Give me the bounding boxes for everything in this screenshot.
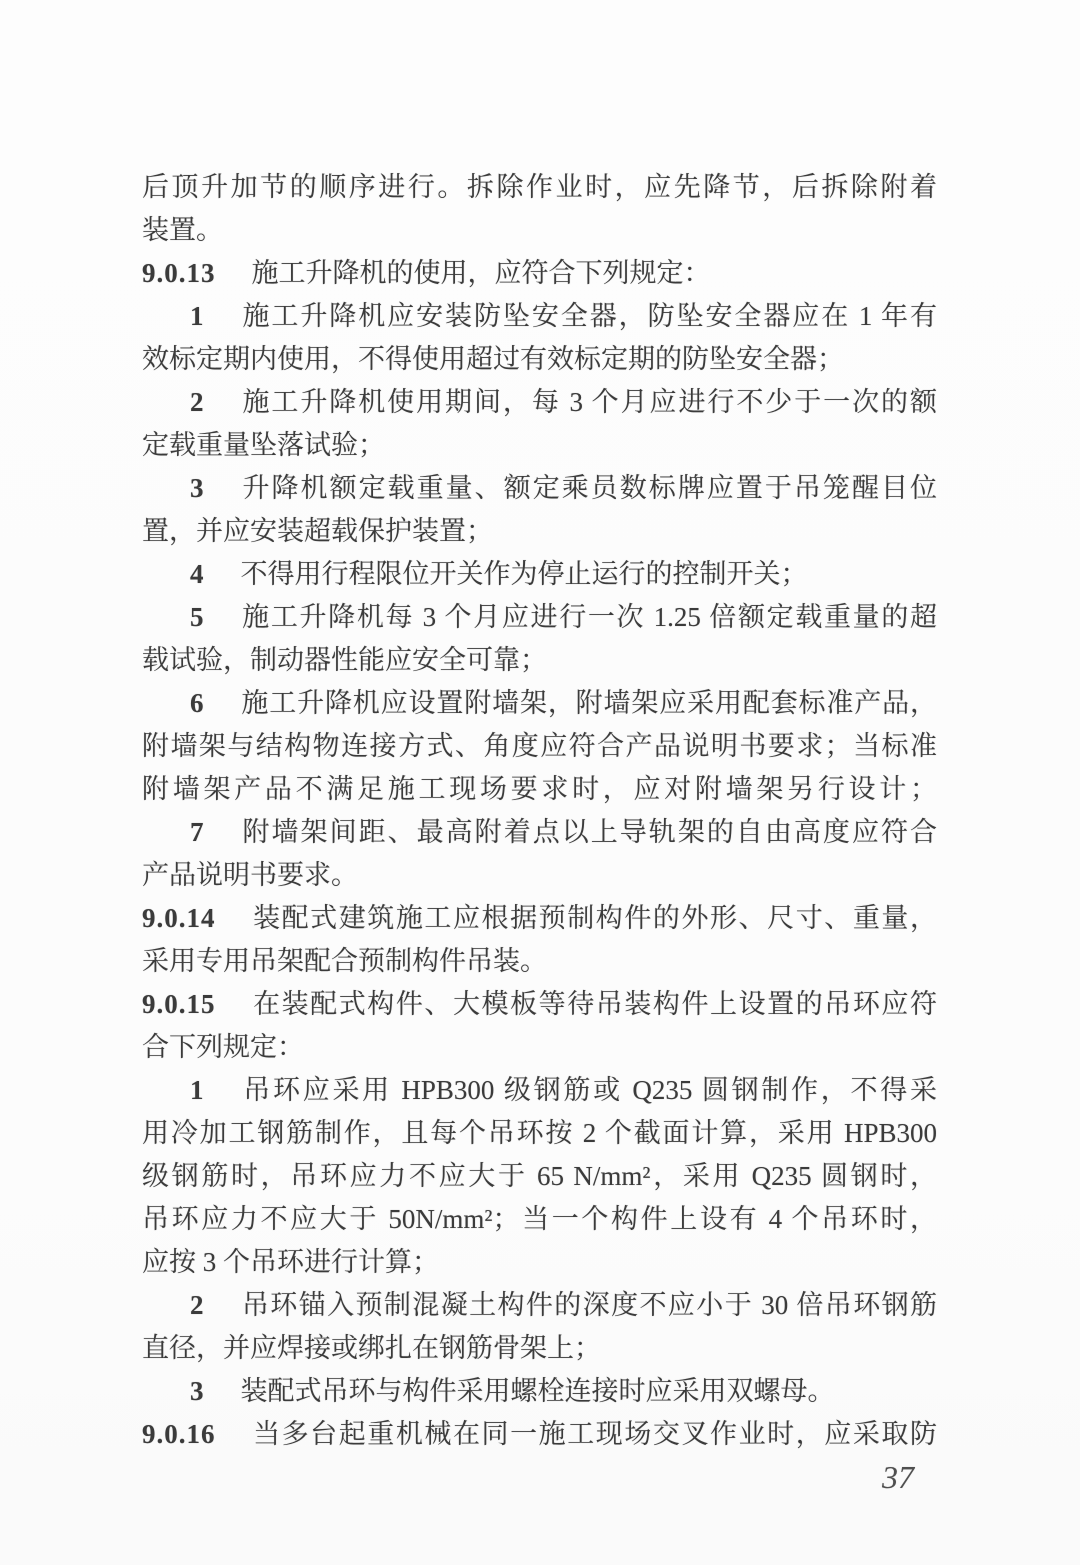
text-line — [142, 1026, 937, 1069]
item-number: 9.0.16 — [142, 1419, 216, 1449]
item-number: 2 — [190, 1290, 205, 1320]
line-text: 直径，并应焊接或绑扎在钢筋骨架上； — [142, 1333, 601, 1363]
text-line — [142, 1069, 937, 1112]
line-text: 吊环锚入预制混凝土构件的深度不应小于 30 倍吊环钢筋 — [240, 1290, 937, 1320]
line-text: 置，并应安装超载保护装置； — [142, 516, 493, 546]
item-number: 9.0.15 — [142, 989, 216, 1019]
item-number: 3 — [190, 1376, 205, 1406]
line-text: 施工升降机每 3 个月应进行一次 1.25 倍额定载重量的超 — [240, 602, 937, 632]
line-text: 定载重量坠落试验； — [142, 430, 385, 460]
line-text: 施工升降机的使用，应符合下列规定： — [251, 258, 711, 288]
line-text: 合下列规定： — [142, 1032, 304, 1062]
line-text: 应按 3 个吊环进行计算； — [142, 1247, 439, 1277]
text-line — [142, 768, 937, 811]
line-text: 装配式吊环与构件采用螺栓连接时应采用双螺母。 — [240, 1376, 835, 1406]
item-number: 1 — [190, 301, 205, 331]
body-text — [142, 166, 937, 1456]
text-line — [142, 510, 937, 553]
text-line — [142, 1370, 937, 1413]
line-text: 当多台起重机械在同一施工现场交叉作业时，应采取防 — [251, 1419, 937, 1449]
line-text: 附墙架产品不满足施工现场要求时，应对附墙架另行设计； — [142, 774, 937, 804]
text-line — [142, 811, 937, 854]
line-text: 附墙架与结构物连接方式、角度应符合产品说明书要求；当标准 — [142, 731, 937, 761]
item-number: 4 — [190, 559, 205, 589]
line-text: 吊环应采用 HPB300 级钢筋或 Q235 圆钢制作，不得采 — [240, 1075, 937, 1105]
line-text: 在装配式构件、大模板等待吊装构件上设置的吊环应符 — [251, 989, 937, 1019]
text-line — [142, 295, 937, 338]
item-number: 5 — [190, 602, 205, 632]
line-text: 效标定期内使用，不得使用超过有效标定期的防坠安全器； — [142, 344, 844, 374]
text-line — [142, 467, 937, 510]
page-number: 37 — [882, 1459, 914, 1495]
text-line — [142, 854, 937, 897]
text-line — [142, 725, 937, 768]
line-text: 用冷加工钢筋制作，且每个吊环按 2 个截面计算，采用 HPB300 — [142, 1118, 937, 1148]
item-number: 6 — [190, 688, 205, 718]
line-text: 升降机额定载重量、额定乘员数标牌应置于吊笼醒目位 — [240, 473, 937, 503]
item-number: 3 — [190, 473, 205, 503]
line-text: 吊环应力不应大于 50N/mm²；当一个构件上设有 4 个吊环时， — [142, 1204, 937, 1234]
text-line — [142, 1413, 937, 1456]
text-line — [142, 1112, 937, 1155]
line-text: 施工升降机使用期间，每 3 个月应进行不少于一次的额 — [240, 387, 937, 417]
line-text: 载试验，制动器性能应安全可靠； — [142, 645, 547, 675]
line-text: 级钢筋时，吊环应力不应大于 65 N/mm²，采用 Q235 圆钢时， — [142, 1161, 937, 1191]
line-text: 施工升降机应安装防坠安全器，防坠安全器应在 1 年有 — [240, 301, 937, 331]
line-text: 附墙架间距、最高附着点以上导轨架的自由高度应符合 — [240, 817, 937, 847]
text-line — [142, 897, 937, 940]
text-line — [142, 166, 937, 209]
text-line — [142, 682, 937, 725]
line-text: 施工升降机应设置附墙架，附墙架应采用配套标准产品， — [240, 688, 937, 718]
text-line — [142, 252, 937, 295]
line-text: 不得用行程限位开关作为停止运行的控制开关； — [240, 559, 808, 589]
text-line — [142, 1241, 937, 1284]
line-text: 装置。 — [142, 215, 223, 245]
line-text: 产品说明书要求。 — [142, 860, 358, 890]
text-line — [142, 381, 937, 424]
text-line — [142, 1155, 937, 1198]
item-number: 7 — [190, 817, 205, 847]
line-text: 装配式建筑施工应根据预制构件的外形、尺寸、重量， — [251, 903, 937, 933]
text-line — [142, 940, 937, 983]
text-line — [142, 983, 937, 1026]
text-line — [142, 1284, 937, 1327]
text-line — [142, 1198, 937, 1241]
text-line — [142, 424, 937, 467]
text-line — [142, 338, 937, 381]
text-line — [142, 209, 937, 252]
line-text: 采用专用吊架配合预制构件吊装。 — [142, 946, 547, 976]
item-number: 9.0.14 — [142, 903, 216, 933]
text-line — [142, 596, 937, 639]
item-number: 2 — [190, 387, 205, 417]
item-number: 1 — [190, 1075, 205, 1105]
text-line — [142, 553, 937, 596]
text-line — [142, 639, 937, 682]
text-line — [142, 1327, 937, 1370]
item-number: 9.0.13 — [142, 258, 216, 288]
line-text: 后顶升加节的顺序进行。拆除作业时，应先降节，后拆除附着 — [142, 172, 937, 202]
